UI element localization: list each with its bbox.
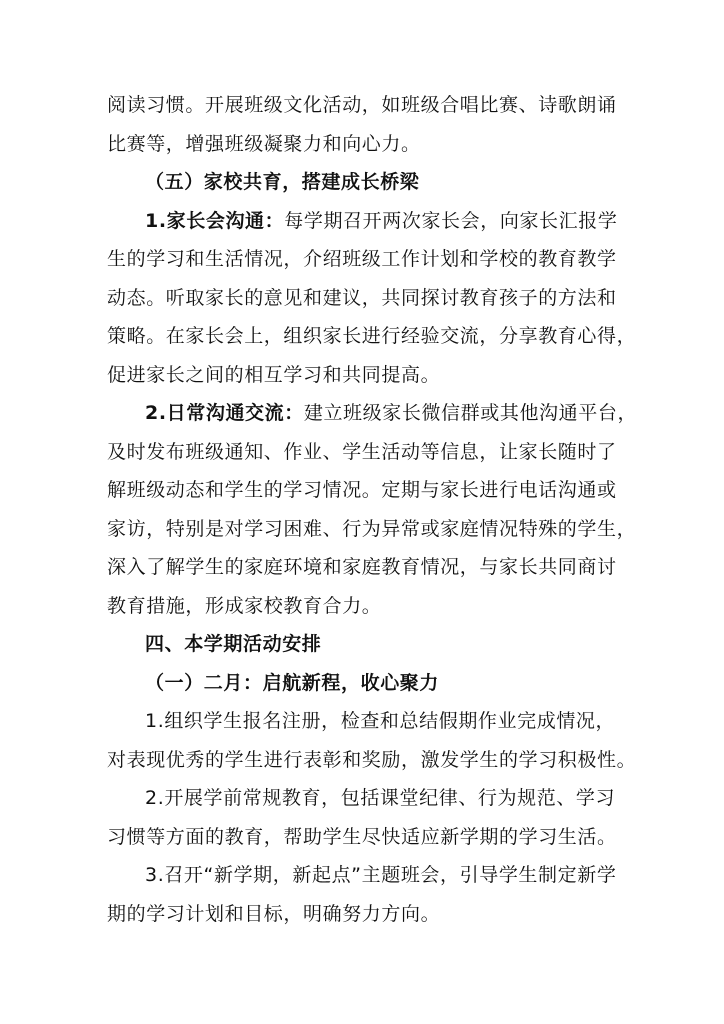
paragraph-line: 深入了解学生的家庭环境和家庭教育情况，与家长共同商讨 <box>107 556 617 578</box>
paragraph-line: 及时发布班级通知、作业、学生活动等信息，让家长随时了 <box>107 440 617 463</box>
activity-3-first-line: 3.召开“新学期，新起点”主题班会，引导学生制定新学 <box>145 864 617 886</box>
paragraph-line: 动态。听取家长的意见和建议，共同探讨教育孩子的方法和 <box>107 286 617 309</box>
activity-1-first-line: 1.组织学生报名注册，检查和总结假期作业完成情况， <box>145 710 616 732</box>
paragraph-line: 习惯等方面的教育，帮助学生尽快适应新学期的学习生活。 <box>107 825 617 848</box>
item-parent-meeting-first-line <box>107 202 617 241</box>
paragraph-line: 阅读习惯。开展班级文化活动，如班级合唱比赛、诗歌朗诵 <box>107 94 617 116</box>
item-title-daily-communication: 2.日常沟通交流： <box>145 402 304 424</box>
paragraph-line: 比赛等，增强班级凝聚力和向心力。 <box>107 132 421 155</box>
item-daily-communication-first-line <box>107 394 638 433</box>
activity-2-first-line: 2.开展学前常规教育，包括课堂纪律、行为规范、学习 <box>145 787 616 809</box>
paragraph-line: 对表现优秀的学生进行表彰和奖励，激发学生的学习积极性。 <box>107 748 637 771</box>
paragraph-line: 生的学习和生活情况，介绍班级工作计划和学校的教育教学 <box>107 248 617 270</box>
paragraph-line: 家访，特别是对学习困难、行为异常或家庭情况特殊的学生， <box>107 517 637 540</box>
section-heading-family-school: （五）家校共育，搭建成长桥梁 <box>145 171 420 193</box>
subsection-heading-february: （一）二月：启航新程，收心聚力 <box>145 671 440 694</box>
item-text: 每学期召开两次家长会，向家长汇报学 <box>284 209 618 232</box>
document-body <box>107 86 638 933</box>
paragraph-line: 期的学习计划和目标，明确努力方向。 <box>107 902 441 925</box>
paragraph-line: 促进家长之间的相互学习和共同提高。 <box>107 363 441 386</box>
paragraph-line: 教育措施，形成家校教育合力。 <box>107 594 382 617</box>
paragraph-line: 解班级动态和学生的学习情况。定期与家长进行电话沟通或 <box>107 479 617 501</box>
item-text: 建立班级家长微信群或其他沟通平台， <box>303 402 638 424</box>
item-title-parent-meeting: 1.家长会沟通： <box>145 209 285 232</box>
paragraph-line: 策略。在家长会上，组织家长进行经验交流，分享教育心得， <box>107 325 637 347</box>
section-heading-activities: 四、本学期活动安排 <box>145 633 322 655</box>
